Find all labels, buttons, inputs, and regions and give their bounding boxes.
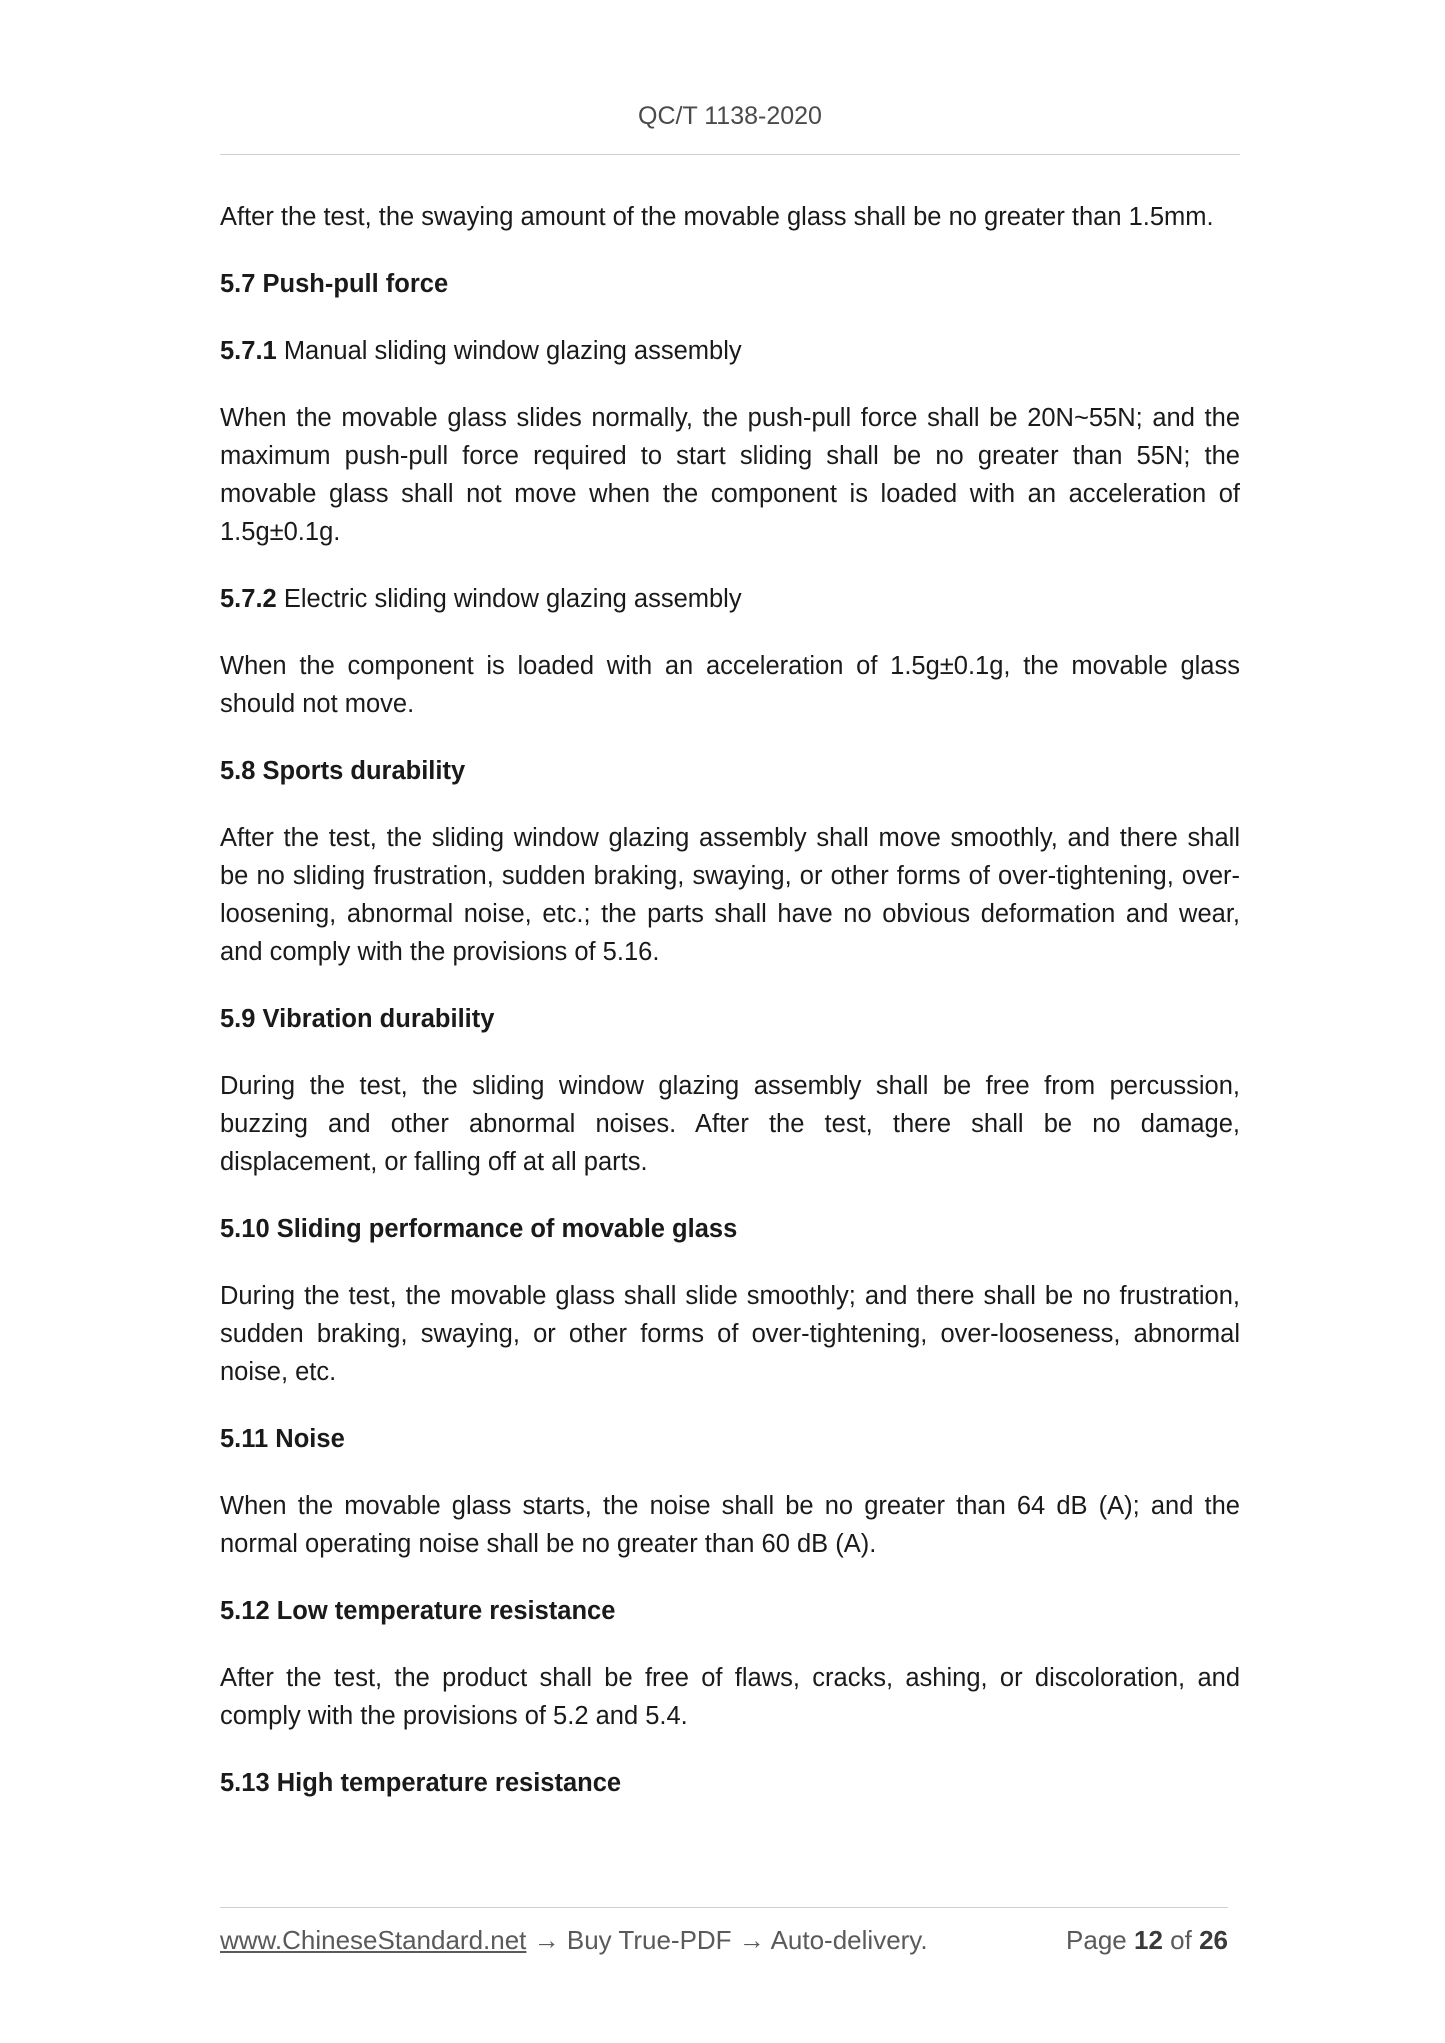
paragraph: During the test, the sliding window glazing assembly shall be free from percussion, buzzing and other abnormal noises. After the test, there shall be no damage, displacement, or falling off at all parts. xyxy=(220,1072,1240,1176)
section-heading-5-7: 5.7 Push-pull force xyxy=(220,270,449,298)
section-heading-5-9: 5.9 Vibration durability xyxy=(220,1005,495,1033)
document-body xyxy=(220,198,1240,1831)
subsection-number: 5.7.2 xyxy=(220,585,277,613)
subsection-number: 5.7.1 xyxy=(220,337,277,365)
page-indicator xyxy=(1066,1925,1228,1956)
subsection-title: Electric sliding window glazing assembly xyxy=(283,585,742,613)
section-heading-5-13: 5.13 High temperature resistance xyxy=(220,1769,622,1797)
header-divider xyxy=(220,154,1240,155)
running-header: QC/T 1138-2020 xyxy=(638,102,822,130)
page-total: 26 xyxy=(1199,1925,1228,1955)
paragraph: After the test, the swaying amount of the movable glass shall be no greater than 1.5mm. xyxy=(220,203,1214,231)
website-link[interactable]: www.ChineseStandard.net xyxy=(220,1925,527,1955)
subsection-title: Manual sliding window glazing assembly xyxy=(283,337,742,365)
page-current: 12 xyxy=(1134,1925,1163,1955)
subsection-5-7-1 xyxy=(220,332,1240,370)
section-heading-5-11: 5.11 Noise xyxy=(220,1425,345,1453)
paragraph: After the test, the product shall be free of flaws, cracks, ashing, or discoloration, and comply with the provisions of 5.2 and 5.4. xyxy=(220,1664,1240,1730)
subsection-5-7-2 xyxy=(220,580,1240,618)
page-of: of xyxy=(1170,1925,1192,1955)
page-label: Page xyxy=(1066,1925,1127,1955)
paragraph: When the movable glass starts, the noise shall be no greater than 64 dB (A); and the normal operating noise shall be no greater than 60 dB (A). xyxy=(220,1492,1240,1558)
footer-divider xyxy=(220,1907,1228,1908)
paragraph: After the test, the sliding window glazing assembly shall move smoothly, and there shall be no sliding frustration, sudden braking, swaying, or other forms of over-tightening, over-loosening, abnormal noise, etc.; the parts shall have no obvious deformation and wear, and comply with the provisions of 5.16. xyxy=(220,824,1240,966)
paragraph: During the test, the movable glass shall slide smoothly; and there shall be no frustration, sudden braking, swaying, or other forms of over-tightening, over-looseness, abnormal noise, etc. xyxy=(220,1282,1240,1386)
paragraph: When the component is loaded with an acceleration of 1.5g±0.1g, the movable glass should not move. xyxy=(220,652,1240,718)
paragraph: When the movable glass slides normally, the push-pull force shall be 20N~55N; and the maximum push-pull force required to start sliding shall be no greater than 55N; the movable glass shall not move when the component is loaded with an acceleration of 1.5g±0.1g. xyxy=(220,404,1240,546)
section-heading-5-8: 5.8 Sports durability xyxy=(220,757,466,785)
section-heading-5-10: 5.10 Sliding performance of movable glass xyxy=(220,1215,738,1243)
footer-promo-text: → Buy True-PDF → Auto-delivery. xyxy=(526,1925,928,1955)
page-footer xyxy=(220,1925,1228,1956)
section-heading-5-12: 5.12 Low temperature resistance xyxy=(220,1597,616,1625)
